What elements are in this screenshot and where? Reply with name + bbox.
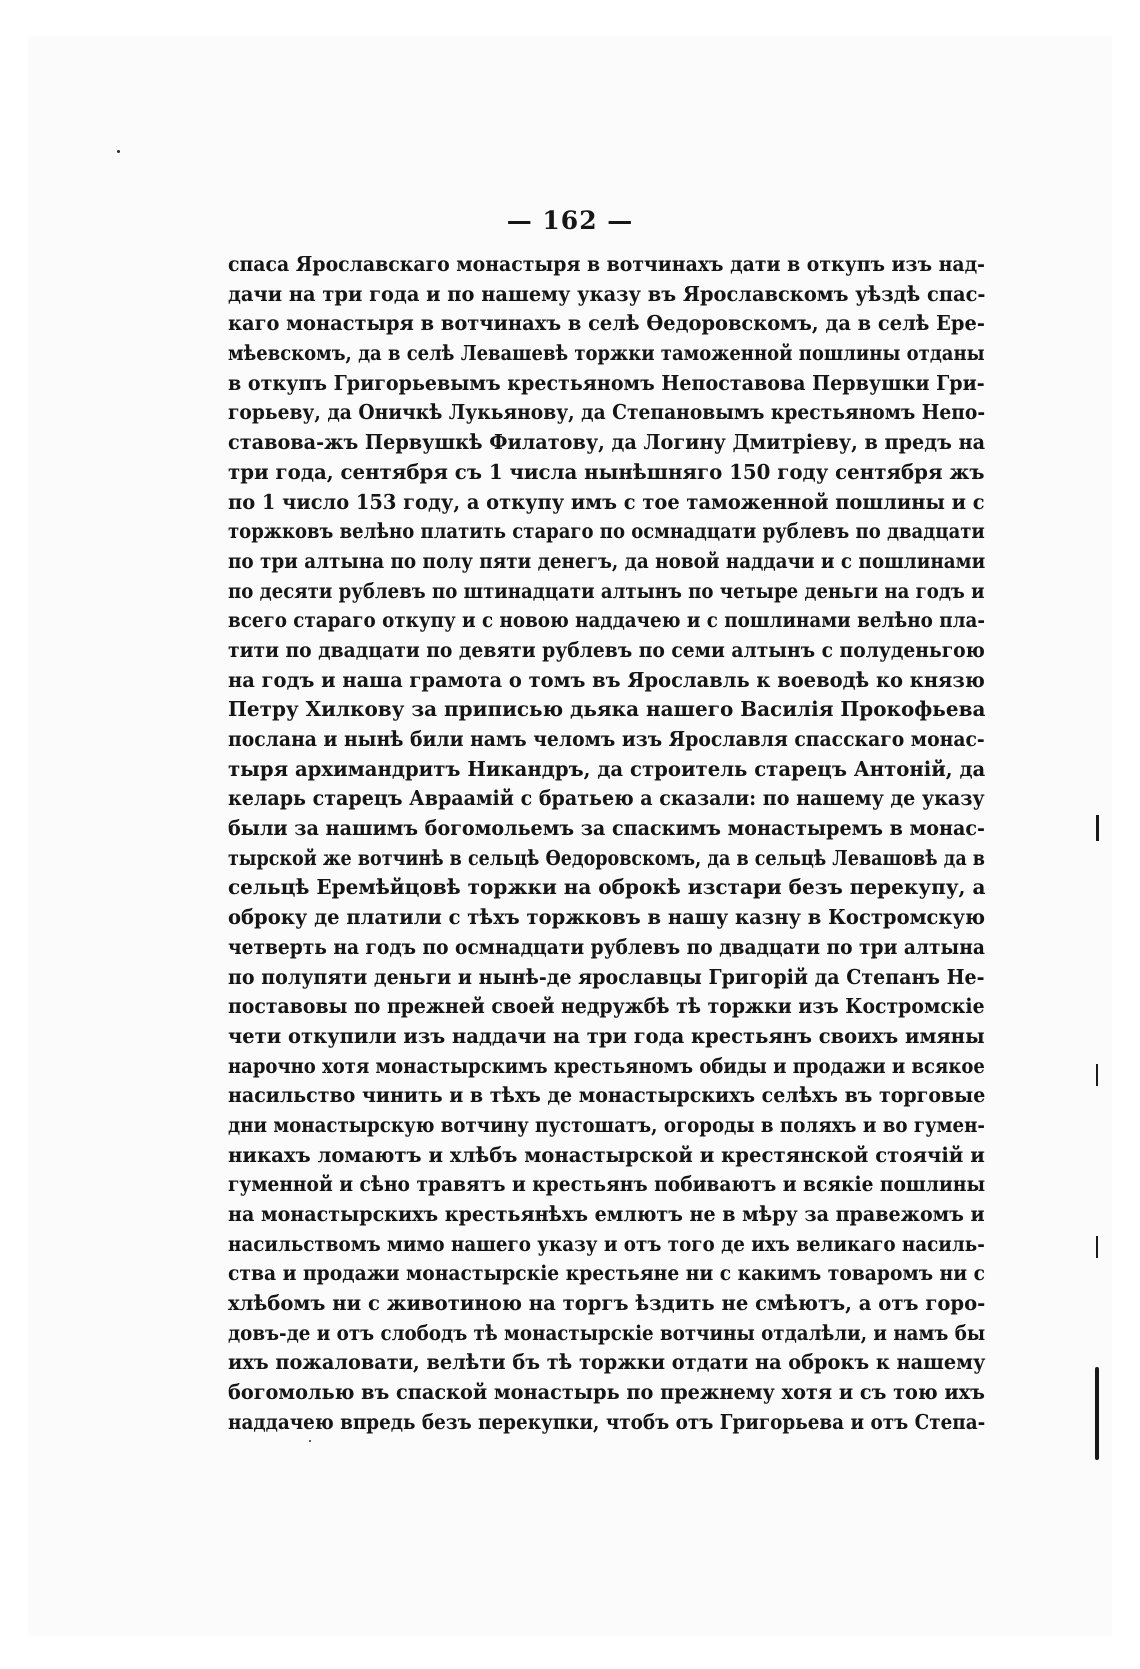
text-line: по полупяти деньги и нынѣ-де ярославцы Григорій да Степанъ Не- — [228, 964, 985, 989]
text-line: тыря архимандритъ Никандръ, да строитель старецъ Антоній, да — [228, 756, 986, 781]
text-line: тырской же вотчинѣ в сельцѣ Өедоровскомъ, да в сельцѣ Левашовѣ да в — [228, 845, 986, 870]
text-line: чети откупили изъ наддачи на три года крестьянъ своихъ имяны — [228, 1023, 985, 1048]
text-line: келарь старецъ Авраамій с братьею а сказали: по нашему де указу — [228, 786, 985, 811]
text-line: ства и продажи монастырскіе крестьяне ни с какимъ товаромъ ни с — [228, 1261, 985, 1286]
text-line: были за нашимъ богомольемъ за спаскимъ монастыремъ в монас- — [228, 816, 985, 841]
text-line: никахъ ломаютъ и хлѣбъ монастырской и крестянской стоячій и — [228, 1142, 985, 1167]
text-line: ихъ пожаловати, велѣти бъ тѣ торжки отдати на оброкъ к нашему — [228, 1350, 986, 1375]
text-line: по три алтына по полу пяти денегъ, да новой наддачи и с пошлинами — [228, 548, 986, 573]
scan-speck — [117, 150, 120, 153]
page-number: — 162 — — [506, 206, 634, 235]
text-line: насильство чинить и в тѣхъ де монастырскихъ селѣхъ въ торговые — [228, 1083, 986, 1108]
text-line: послана и нынѣ били намъ челомъ изъ Ярославля спасскаго монас- — [228, 727, 985, 751]
text-line: богомолью въ спаской монастырь по прежнему хотя и съ тою ихъ — [228, 1380, 985, 1405]
text-line: каго монастыря в вотчинахъ в селѣ Өедоровскомъ, да в селѣ Ере- — [228, 311, 985, 336]
text-line: дачи на три года и по нашему указу въ Ярославскомъ уѣздѣ спас- — [228, 281, 986, 306]
scan-mark — [1095, 1367, 1099, 1460]
text-line: всего стараго откупу и с новою наддачею и с пошлинами велѣно пла- — [228, 608, 985, 633]
text-line: горьеву, да Оничкѣ Лукьянову, да Степановымъ крестьяномъ Непо- — [228, 400, 986, 425]
text-line: ставова-жъ Первушкѣ Филатову, да Логину Дмитріеву, в предъ на — [228, 430, 986, 455]
text-line: поставовы по прежней своей недружбѣ тѣ торжки изъ Костромскіе — [228, 994, 985, 1019]
text-line: довъ-де и отъ слободъ тѣ монастырскіе вотчины отдалѣли, и намъ бы — [228, 1320, 986, 1345]
text-line: дни монастырскую вотчину пустошатъ, огороды в поляхъ и во гумен- — [228, 1112, 985, 1137]
text-line: торжковъ велѣно платить стараго по осмнадцати рублевъ по двадцати — [228, 519, 985, 544]
text-line: в откупъ Григорьевымъ крестьяномъ Непоставова Первушки Гри- — [228, 370, 985, 395]
text-line: на монастырскихъ крестьянѣхъ емлютъ не в мѣру за правежомъ и — [228, 1202, 985, 1226]
text-line: оброку де платили с тѣхъ торжковъ в нашу казну в Костромскую — [228, 905, 986, 930]
text-line: насильствомъ мимо нашего указу и отъ того де ихъ великаго насиль- — [228, 1231, 985, 1256]
text-line: хлѣбомъ ни с животиною на торгъ ѣздить не смѣютъ, а отъ горо- — [228, 1291, 986, 1316]
text-line: по 1 число 153 году, а откупу имъ с тое таможенной пошлины и с — [228, 489, 985, 514]
scan-mark — [1096, 815, 1099, 841]
text-line: нарочно хотя монастырскимъ крестьяномъ обиды и продажи и всякое — [228, 1053, 985, 1078]
text-line: тити по двадцати по девяти рублевъ по семи алтынъ с полуденьгою — [228, 637, 985, 662]
text-line: по десяти рублевъ по штинадцати алтынъ по четыре деньги на годъ и — [228, 578, 985, 603]
scan-speck — [309, 1440, 311, 1442]
text-line: Петру Хилкову за приписью дьяка нашего Василія Прокофьева — [228, 697, 986, 722]
text-line: четверть на годъ по осмнадцати рублевъ по двадцати по три алтына — [228, 934, 985, 959]
text-line: три года, сентября съ 1 числа нынѣшняго 150 году сентября жъ — [228, 459, 985, 484]
text-line: наддачею впредь безъ перекупки, чтобъ отъ Григорьева и отъ Степа- — [228, 1409, 986, 1434]
scan-mark — [1096, 1064, 1098, 1086]
text-line: на годъ и наша грамота о томъ въ Ярославль к воеводѣ ко князю — [228, 667, 985, 692]
body-text — [228, 250, 985, 1438]
text-line: спаса Ярославскаго монастыря в вотчинахъ дати в откупъ изъ над- — [228, 252, 986, 276]
text-line: мѣевскомъ, да в селѣ Левашевѣ торжки таможенной пошлины отданы — [228, 341, 985, 366]
text-line: сельцѣ Еремѣйцовѣ торжки на оброкѣ изстари безъ перекупу, а — [228, 875, 986, 900]
text-line: гуменной и сѣно травятъ и крестьянъ побиваютъ и всякіе пошлины — [228, 1172, 986, 1197]
scan-mark — [1096, 1236, 1098, 1258]
